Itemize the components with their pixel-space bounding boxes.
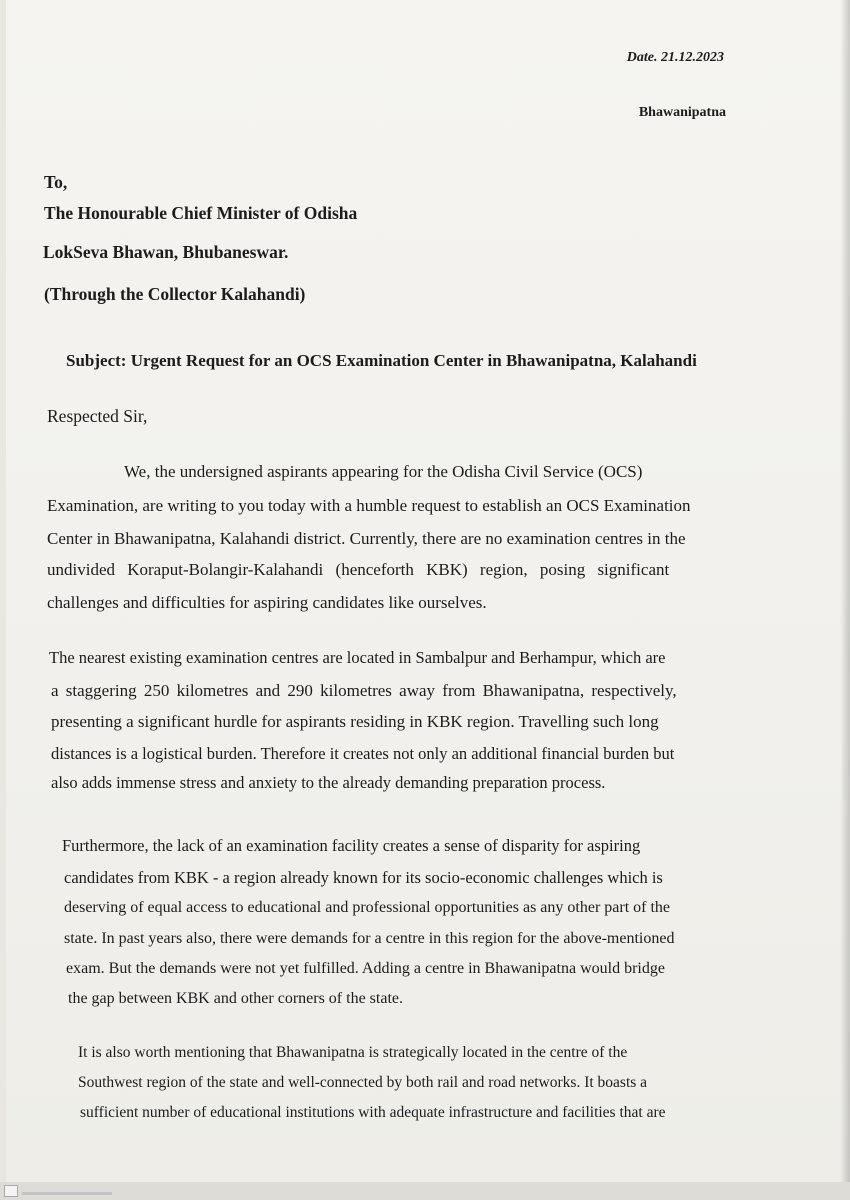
body-line: distances is a logistical burden. Therefore it creates not only an additional financial burden but: [51, 744, 675, 763]
letter-date: Date. 21.12.2023: [626, 50, 724, 65]
body-line: It is also worth mentioning that Bhawanipatna is strategically located in the centre of the: [78, 1044, 628, 1061]
body-line: the gap between KBK and other corners of the state.: [68, 990, 403, 1007]
body-line: exam. But the demands were not yet fulfilled. Adding a centre in Bhawanipatna would bridge: [66, 960, 665, 977]
body-line: undivided Koraput-Bolangir-Kalahandi (henceforth KBK) region, posing significant: [47, 560, 670, 579]
recipient-line: LokSeva Bhawan, Bhubaneswar.: [43, 242, 289, 262]
body-line: Southwest region of the state and well-connected by both rail and road networks. It boasts a: [78, 1074, 648, 1091]
image-icon: [4, 1185, 18, 1197]
body-line: also adds immense stress and anxiety to the already demanding preparation process.: [51, 773, 606, 792]
letter-page: [6, 0, 850, 1200]
body-line: presenting a significant hurdle for aspirants residing in KBK region. Travelling such long: [51, 712, 659, 731]
letter-subject: Subject: Urgent Request for an OCS Examination Center in Bhawanipatna, Kalahandi: [66, 351, 697, 370]
greeting: Respected Sir,: [47, 406, 148, 426]
body-line: deserving of equal access to educational and professional opportunities as any other part of the: [64, 899, 671, 916]
body-line: The nearest existing examination centres are located in Sambalpur and Berhampur, which are: [49, 648, 666, 667]
page-edge-shadow: [840, 0, 850, 1200]
body-line: challenges and difficulties for aspiring candidates like ourselves.: [47, 593, 487, 612]
viewer-footer: [0, 1182, 850, 1200]
body-line: Center in Bhawanipatna, Kalahandi district. Currently, there are no examination centres in the: [47, 529, 686, 548]
footer-caption: [22, 1192, 112, 1195]
to-salutation: To,: [44, 172, 68, 192]
body-line: state. In past years also, there were demands for a centre in this region for the above-mentioned: [64, 930, 675, 947]
letter-place: Bhawanipatna: [638, 105, 726, 120]
recipient-line: The Honourable Chief Minister of Odisha: [44, 203, 358, 223]
body-line: Furthermore, the lack of an examination facility creates a sense of disparity for aspiring: [62, 836, 641, 855]
body-line: Examination, are writing to you today with a humble request to establish an OCS Examination: [47, 496, 691, 515]
body-line: sufficient number of educational institutions with adequate infrastructure and facilities that are: [80, 1104, 666, 1121]
recipient-line: (Through the Collector Kalahandi): [44, 284, 306, 304]
body-line: We, the undersigned aspirants appearing for the Odisha Civil Service (OCS): [124, 462, 643, 481]
body-line: candidates from KBK - a region already known for its socio-economic challenges which is: [64, 868, 663, 887]
body-line: a staggering 250 kilometres and 290 kilometres away from Bhawanipatna, respectively,: [51, 681, 677, 700]
